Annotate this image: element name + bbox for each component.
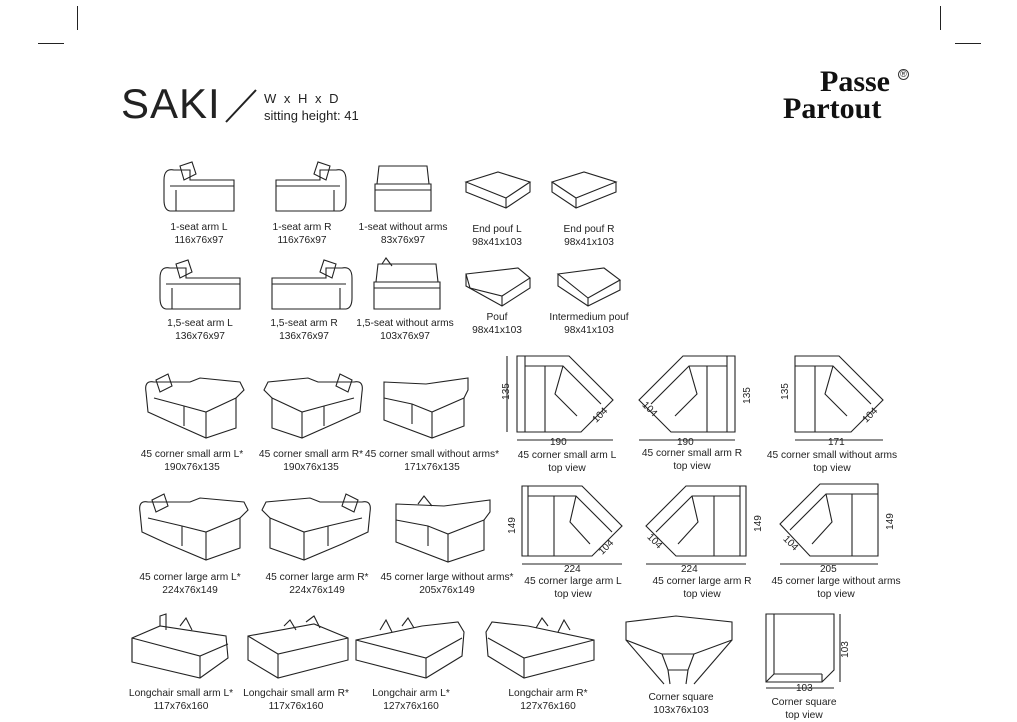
45-corner-large-no-arms-drawing [388,494,498,566]
longchair-arm-r-drawing [482,612,598,682]
dim-depth: 149 [752,515,764,532]
end-pouf-r-drawing [548,168,620,213]
dim-depth: 135 [500,383,512,400]
item-caption: 1,5-seat arm R 136x76x97 [270,318,338,342]
top-view-large-arm-l [520,484,624,568]
longchair-small-arm-r-drawing [244,614,354,682]
item-caption: Corner square 103x76x103 [648,692,714,716]
item-caption: 45 corner small without arms* 171x76x135 [364,449,500,473]
1-seat-arm-l-drawing [160,160,240,215]
sitting-height: sitting height: 41 [264,108,359,123]
topview-caption: 45 corner large arm R top view [652,576,752,600]
dims-label: W x H x D [264,91,341,106]
topview-caption: 45 corner small without arms top view [766,450,898,474]
45-corner-small-arm-r-drawing [258,372,368,444]
topview-caption: 45 corner small arm L top view [517,450,617,474]
item-caption: Longchair arm L* 127x76x160 [372,688,450,712]
top-view-small-arm-r [637,354,737,436]
item-caption: Pouf 98x41x103 [472,312,522,336]
top-view-large-no-arms [776,482,880,568]
dim-diag: 104 [639,399,660,420]
dim-width: 171 [828,437,845,448]
crop-mark [955,43,981,44]
top-view-small-arm-l [515,354,615,436]
dim-depth: 149 [506,517,518,534]
1-5-seat-arm-r-drawing [266,256,356,313]
item-caption: Longchair small arm R* 117x76x160 [243,688,349,712]
item-caption: 45 corner small arm L* 190x76x135 [140,449,244,473]
1-5-seat-no-arms-drawing [372,256,444,313]
45-corner-small-no-arms-drawing [376,374,476,442]
brand-line2: Partout [783,92,882,125]
intermedium-pouf-drawing [554,264,626,309]
pouf-drawing [462,264,534,309]
dim-diag: 104 [644,531,665,552]
item-caption: Longchair arm R* 127x76x160 [508,688,588,712]
dim-width: 224 [564,564,581,575]
crop-mark [940,6,941,30]
1-seat-arm-r-drawing [270,160,350,215]
item-caption: Longchair small arm L* 117x76x160 [128,688,234,712]
45-corner-small-arm-l-drawing [140,372,250,444]
dim-diag: 104 [596,537,617,558]
top-view-small-no-arms [793,354,885,436]
top-view-corner-square [764,612,844,688]
dim-width: 190 [677,437,694,448]
dim-diag: 104 [590,405,611,426]
topview-caption: 45 corner large without arms top view [771,576,901,600]
dim-depth: 103 [839,641,851,658]
item-caption: 1-seat without arms 83x76x97 [358,222,448,246]
corner-square-drawing [624,614,736,686]
dim-depth: 149 [884,513,896,530]
end-pouf-l-drawing [462,168,534,213]
dim-diag: 104 [780,533,801,554]
item-caption: 1-seat arm R 116x76x97 [272,222,332,246]
dim-width: 205 [820,564,837,575]
dim-depth: 135 [741,387,753,404]
topview-caption: Corner square top view [771,697,837,721]
item-caption: 1-seat arm L 116x76x97 [170,222,228,246]
topview-caption: 45 corner large arm L top view [524,576,622,600]
registered-mark: ® [898,69,909,80]
item-caption: 1,5-seat arm L 136x76x97 [167,318,233,342]
brand-line1: Passe [820,65,890,98]
top-view-large-arm-r [642,484,748,568]
45-corner-large-arm-l-drawing [134,490,254,566]
title-slash [222,86,262,126]
dim-diag: 104 [860,405,881,426]
item-caption: 45 corner large arm R* 224x76x149 [265,572,369,596]
crop-mark [77,6,78,30]
crop-mark [38,43,64,44]
dim-depth: 135 [779,383,791,400]
item-caption: End pouf R 98x41x103 [563,224,615,248]
longchair-small-arm-l-drawing [126,612,236,682]
brand-logo [783,65,890,125]
dim-width: 103 [796,683,813,694]
1-seat-no-arms-drawing [373,160,435,215]
topview-caption: 45 corner small arm R top view [641,448,743,472]
item-caption: 45 corner large arm L* 224x76x149 [139,572,241,596]
item-caption: End pouf L 98x41x103 [472,224,522,248]
dim-width: 224 [681,564,698,575]
dim-width: 190 [550,437,567,448]
item-caption: 45 corner small arm R* 190x76x135 [258,449,364,473]
item-caption: 1,5-seat without arms 103x76x97 [356,318,454,342]
45-corner-large-arm-r-drawing [256,490,376,566]
1-5-seat-arm-l-drawing [156,256,246,313]
item-caption: Intermedium pouf 98x41x103 [549,312,629,336]
item-caption: 45 corner large without arms* 205x76x149 [380,572,514,596]
longchair-arm-l-drawing [352,612,468,682]
page-title: SAKI [121,80,221,127]
